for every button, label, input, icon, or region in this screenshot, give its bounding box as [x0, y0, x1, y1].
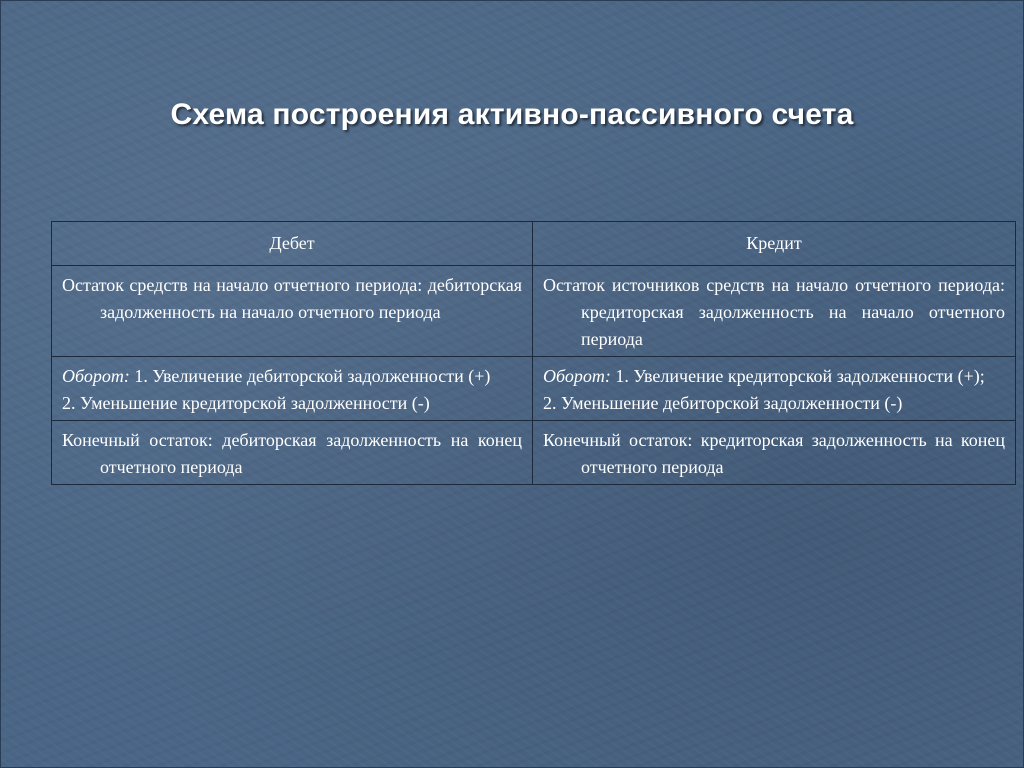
- debit-turnover-item-1-text: 1. Увеличение дебиторской задолженности (+): [134, 366, 491, 386]
- debit-closing-text: Конечный остаток: дебиторская задолженность на конец отчетного периода: [62, 430, 522, 477]
- credit-turnover-item-2: 2. Уменьшение дебиторской задолженности (-): [543, 393, 903, 413]
- account-scheme-table: [51, 221, 1016, 485]
- table-header-row: [52, 222, 1016, 266]
- credit-turnover-label: Оборот:: [543, 366, 611, 386]
- credit-opening-text: Остаток источников средств на начало отчетного периода: кредиторская задолженность на начало отчетного периода: [543, 275, 1005, 349]
- credit-opening-cell: [533, 266, 1016, 357]
- debit-turnover-item-1: [62, 363, 522, 390]
- table-row-turnover: [52, 357, 1016, 421]
- debit-opening-text: Остаток средств на начало отчетного периода: дебиторская задолженность на начало отчетного периода: [62, 275, 522, 322]
- debit-turnover-label: Оборот:: [62, 366, 130, 386]
- slide-title: Схема построения активно-пассивного счета: [170, 98, 854, 131]
- credit-closing-cell: [533, 421, 1016, 485]
- table-row-opening-balance: [52, 266, 1016, 357]
- credit-turnover-cell: [533, 357, 1016, 421]
- debit-turnover-item-2: 2. Уменьшение кредиторской задолженности (-): [62, 393, 430, 413]
- table-row-closing-balance: [52, 421, 1016, 485]
- credit-header: Кредит: [533, 222, 1016, 266]
- credit-closing-text: Конечный остаток: кредиторская задолженность на конец отчетного периода: [543, 430, 1005, 477]
- debit-turnover-cell: [52, 357, 533, 421]
- credit-turnover-item-1: [543, 363, 1005, 390]
- credit-turnover-item-1-text: 1. Увеличение кредиторской задолженности (+);: [615, 366, 985, 386]
- debit-opening-cell: [52, 266, 533, 357]
- debit-closing-cell: [52, 421, 533, 485]
- debit-header: Дебет: [52, 222, 533, 266]
